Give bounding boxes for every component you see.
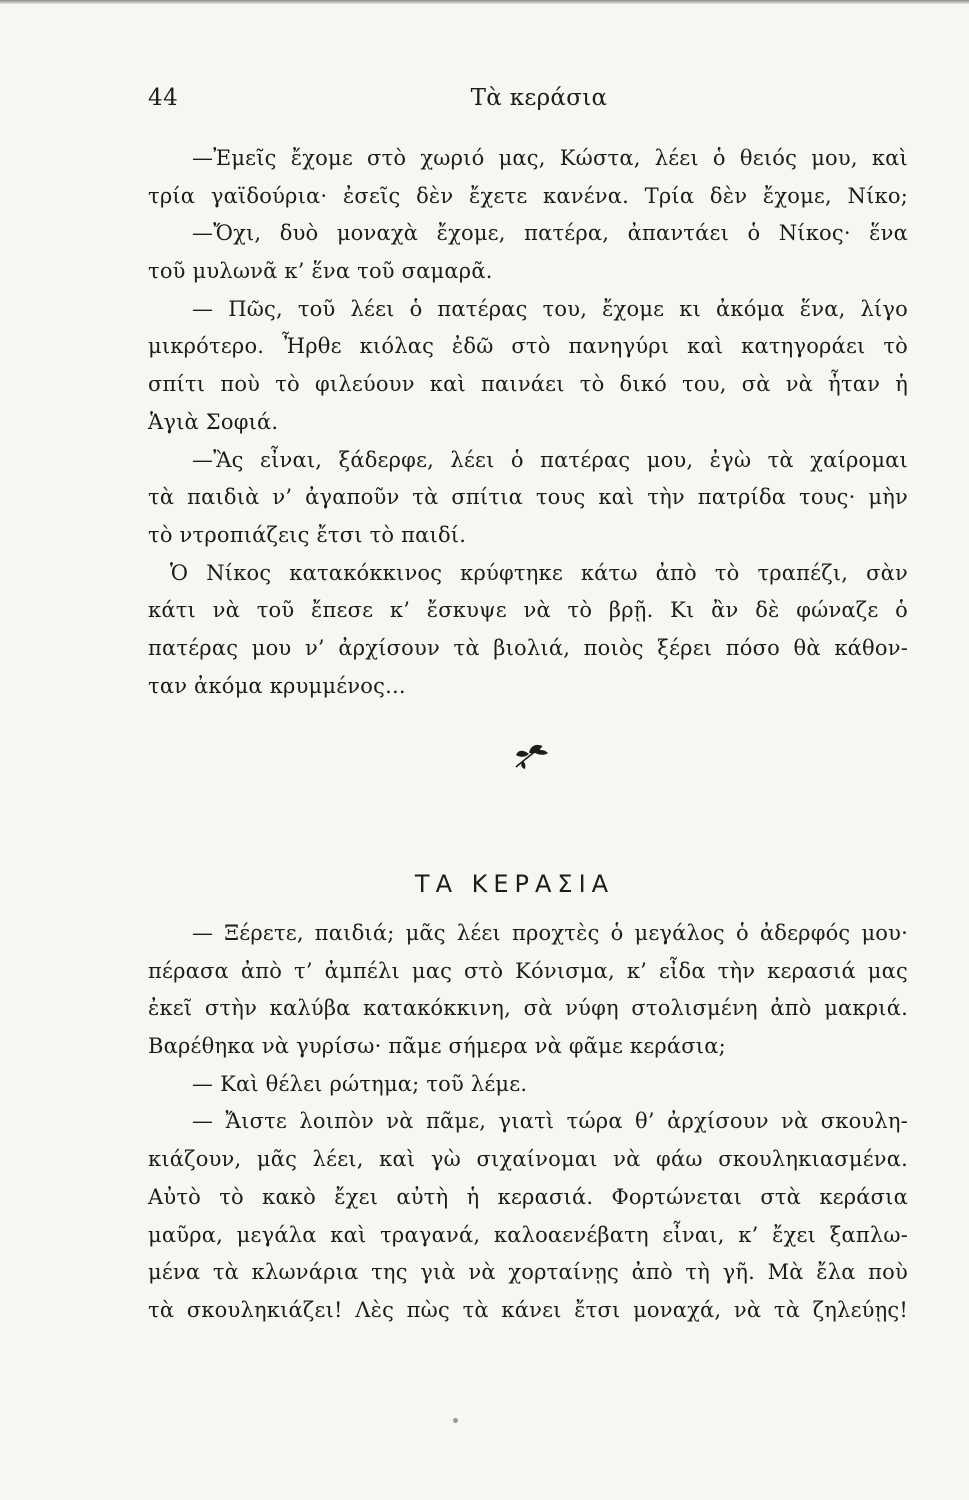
text-line: —Ἂς εἶναι, ξάδερφε, λέει ὁ πατέρας μου, ἐγὼ τὰ χαίρομαι — [192, 447, 908, 472]
text-line: Αὐτὸ τὸ κακὸ ἔχει αὐτὴ ἡ κερασιά. Φορτώνεται στὰ κεράσια — [148, 1184, 908, 1209]
text-line: ταν ἀκόμα κρυμμένος... — [148, 673, 406, 698]
running-title: Τὰ κεράσια — [470, 85, 608, 111]
text-line: τὰ σκουληκιάζει! Λὲς πὼς τὰ κάνει ἔτσι μοναχά, νὰ τὰ ζηλεύῃς! — [148, 1297, 908, 1322]
continuation-text — [148, 140, 908, 705]
text-line: μένα τὰ κλωνάρια της γιὰ νὰ χορταίνῃς ἀπὸ τὴ γῆ. Μὰ ἔλα ποὺ — [148, 1260, 908, 1285]
text-line: Ὁ Νίκος κατακόκκινος κρύφτηκε κάτω ἀπὸ τὸ τραπέζι, σὰν — [170, 560, 908, 585]
page-number: 44 — [148, 85, 179, 111]
text-line: τοῦ μυλωνᾶ κ’ ἕνα τοῦ σαμαρᾶ. — [148, 259, 493, 284]
text-line: πατέρας μου ν’ ἀρχίσουν τὰ βιολιά, ποιὸς ξέρει πόσο θὰ κάθον- — [148, 635, 908, 660]
text-line: τὰ παιδιὰ ν’ ἀγαποῦν τὰ σπίτια τους καὶ τὴν πατρίδα τους· μὴν — [148, 485, 908, 510]
text-line: —Ὄχι, δυὸ μοναχὰ ἔχομε, πατέρα, ἀπαντάει ὁ Νίκος· ἕνα — [192, 221, 908, 246]
text-line: — Ἄιστε λοιπὸν νὰ πᾶμε, γιατὶ τώρα θ’ ἀρχίσουν νὰ σκουλη- — [192, 1109, 908, 1134]
text-line: τρία γαϊδούρια· ἐσεῖς δὲν ἔχετε κανένα. Τρία δὲν ἔχομε, Νίκο; — [148, 183, 908, 208]
text-line: πέρασα ἀπὸ τ’ ἀμπέλι μας στὸ Κόνισμα, κ’ εἶδα τὴν κερασιά μας — [148, 958, 908, 983]
page-speck — [453, 1418, 458, 1423]
leaf-fleuron-icon — [512, 740, 552, 770]
text-line: τὸ ντροπιάζεις ἔτσι τὸ παιδί. — [148, 522, 467, 547]
text-line: Ἁγιὰ Σοφιά. — [148, 409, 279, 434]
text-line: κιάζουν, μᾶς λέει, καὶ γὼ σιχαίνομαι νὰ φάω σκουληκιασμένα. — [148, 1147, 908, 1172]
text-line: κάτι νὰ τοῦ ἔπεσε κ’ ἔσκυψε νὰ τὸ βρῇ. Κι ἂν δὲ φώναζε ὁ — [148, 598, 908, 623]
text-line: — Καὶ θέλει ρώτημα; τοῦ λέμε. — [192, 1071, 528, 1096]
section-text — [148, 915, 908, 1330]
text-line: —Ἐμεῖς ἔχομε στὸ χωριό μας, Κώστα, λέει ὁ θειός μου, καὶ — [192, 146, 908, 170]
text-line: Βαρέθηκα νὰ γυρίσω· πᾶμε σήμερα νὰ φᾶμε κεράσια; — [148, 1034, 726, 1059]
text-line: μικρότερο. Ἦρθε κιόλας ἐδῶ στὸ πανηγύρι καὶ κατηγοράει τὸ — [148, 334, 908, 359]
text-line: σπίτι ποὺ τὸ φιλεύουν καὶ παινάει τὸ δικό του, σὰ νὰ ἦταν ἡ — [148, 372, 908, 397]
text-line: ἐκεῖ στὴν καλύβα κατακόκκινη, σὰ νύφη στολισμένη ἀπὸ μακριά. — [148, 996, 908, 1021]
text-line: — Ξέρετε, παιδιά; μᾶς λέει προχτὲς ὁ μεγάλος ὁ ἀδερφός μου· — [192, 921, 908, 945]
page-top-edge — [0, 0, 969, 4]
section-title: ΤΑ ΚΕΡΑΣΙΑ — [414, 870, 615, 898]
text-line: — Πῶς, τοῦ λέει ὁ πατέρας του, ἔχομε κι ἀκόμα ἕνα, λίγο — [192, 296, 908, 321]
text-line: μαῦρα, μεγάλα καὶ τραγανά, καλοαενέβατη εἶναι, κ’ ἔχει ξαπλω- — [148, 1222, 908, 1247]
